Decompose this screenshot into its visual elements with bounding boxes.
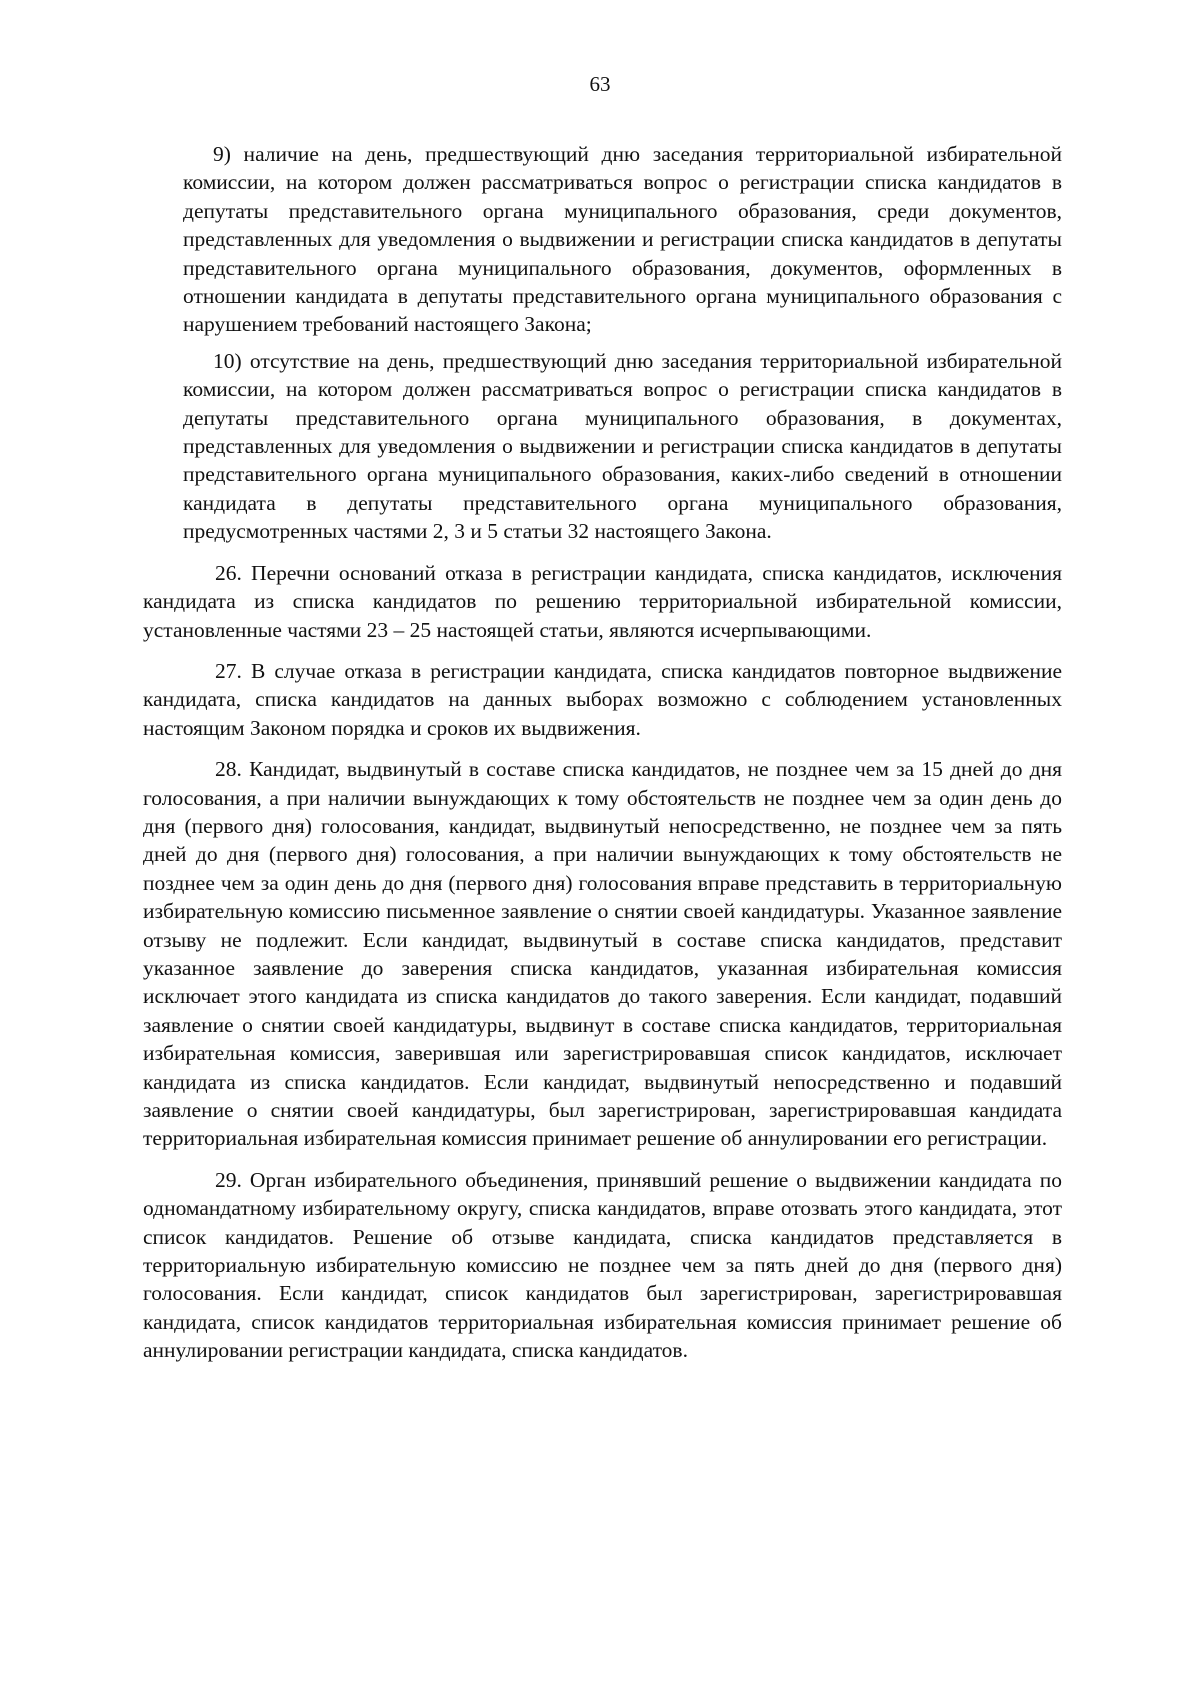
paragraph-part-26: 26. Перечни оснований отказа в регистрации кандидата, списка кандидатов, исключения кандидата из списка кандидатов по решению территориальной избирательной комиссии, установленные частями 23 – 25 настоящей статьи, являются исчерпывающими. — [143, 560, 1062, 642]
paragraph-item-10: 10) отсутствие на день, предшествующий дню заседания территориальной избирательной комиссии, на котором должен рассматриваться вопрос о регистрации списка кандидатов в депутаты представительного органа муниципального образования, в документах, представленных для уведомления о выдвижении и регистрации списка кандидатов в депутаты представительного органа муниципального образования, каких-либо сведений в отношении кандидата в депутаты представительного органа муниципального образования, предусмотренных частями 2, 3 и 5 статьи 32 настоящего Закона. — [183, 348, 1062, 544]
paragraph-part-29: 29. Орган избирательного объединения, принявший решение о выдвижении кандидата по одномандатному избирательному округу, списка кандидатов, вправе отозвать этого кандидата, этот список кандидатов. Решение об отзыве кандидата, списка кандидатов представляется в территориальную избирательную комиссию не позднее чем за пять дней до дня (первого дня) голосования. Если кандидат, список кандидатов был зарегистрирован, зарегистрировавшая кандидата, список кандидатов территориальная избирательная комиссия принимает решение об аннулировании регистрации кандидата, списка кандидатов. — [143, 1167, 1062, 1363]
page-number: 63 — [589, 72, 611, 96]
paragraph-item-9: 9) наличие на день, предшествующий дню заседания территориальной избирательной комиссии, на котором должен рассматриваться вопрос о регистрации списка кандидатов в депутаты представительного органа муниципального образования, среди документов, представленных для уведомления о выдвижении и регистрации списка кандидатов в депутаты представительного органа муниципального образования, документов, оформленных в отношении кандидата в депутаты представительного органа муниципального образования с нарушением требований настоящего Закона; — [183, 142, 1062, 337]
paragraph-part-28: 28. Кандидат, выдвинутый в составе списка кандидатов, не позднее чем за 15 дней до дня голосования, а при наличии вынуждающих к тому обстоятельств не позднее чем за один день до дня (первого дня) голосования, кандидат, выдвинутый непосредственно, не позднее чем за пять дней до дня (первого дня) голосования, а при наличии вынуждающих к тому обстоятельств не позднее чем за один день до дня (первого дня) голосования вправе представить в территориальную избирательную комиссию письменное заявление о снятии своей кандидатуры. Указанное заявление отзыву не подлежит. Если кандидат, выдвинутый в составе списка кандидатов, представит указанное заявление до заверения списка кандидатов, указанная избирательная комиссия исключает этого кандидата из списка кандидатов до такого заверения. Если кандидат, подавший заявление о снятии своей кандидатуры, выдвинут в составе списка кандидатов, территориальная избирательная комиссия, заверившая или зарегистрировавшая список кандидатов, исключает кандидата из списка кандидатов. Если кандидат, выдвинутый непосредственно и подавший заявление о снятии своей кандидатуры, был зарегистрирован, зарегистрировавшая кандидата территориальная избирательная комиссия принимает решение об аннулировании его регистрации. — [143, 757, 1062, 1151]
paragraph-part-27: 27. В случае отказа в регистрации кандидата, списка кандидатов повторное выдвижение кандидата, списка кандидатов на данных выборах возможно с соблюдением установленных настоящим Законом порядка и сроков их выдвижения. — [143, 658, 1062, 740]
document-body — [143, 140, 1062, 1365]
